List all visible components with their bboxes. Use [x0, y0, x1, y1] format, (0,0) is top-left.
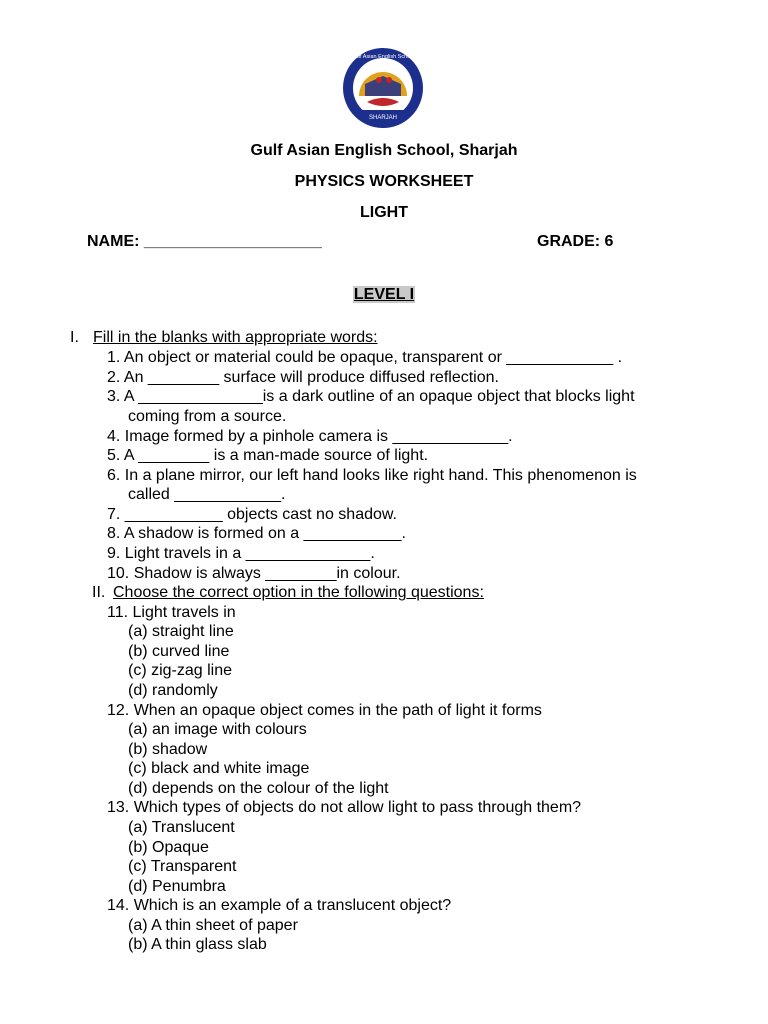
list-item: 8. A shadow is formed on a ___________.: [107, 525, 406, 542]
list-item: 2. An ________ surface will produce diffused reflection.: [107, 369, 499, 386]
option: (a) straight line: [128, 623, 234, 640]
grade-label: GRADE: 6: [537, 233, 614, 250]
option: (d) Penumbra: [128, 878, 226, 895]
logo-arc-text: Gulf Asian English School: [351, 54, 415, 60]
list-item: 3. A ______________is a dark outline of an opaque object that blocks light: [107, 388, 635, 405]
option: (d) depends on the colour of the light: [128, 780, 389, 797]
list-item: 7. ___________ objects cast no shadow.: [107, 506, 397, 523]
option: (c) black and white image: [128, 760, 310, 777]
section1-numeral: I.: [70, 329, 79, 346]
list-item: 1. An object or material could be opaque, transparent or ____________ .: [107, 349, 623, 366]
list-item: 9. Light travels in a ______________.: [107, 545, 375, 562]
name-field-label: NAME: ____________________: [87, 233, 322, 250]
logo-ribbon-text: SHARJAH: [368, 115, 398, 121]
logo-star-icon: [376, 77, 382, 83]
option: (a) an image with colours: [128, 721, 307, 738]
option: (b) A thin glass slab: [128, 936, 267, 953]
worksheet-title: PHYSICS WORKSHEET: [294, 173, 474, 190]
list-item: 6. In a plane mirror, our left hand looks like right hand. This phenomenon is: [107, 467, 637, 484]
option: (c) Transparent: [128, 858, 237, 875]
option: (b) Opaque: [128, 839, 209, 856]
list-item: 4. Image formed by a pinhole camera is _____________.: [107, 428, 513, 445]
option: (d) randomly: [128, 682, 218, 699]
list-item-continuation: coming from a source.: [128, 408, 287, 425]
option: (b) curved line: [128, 643, 230, 660]
list-item: 10. Shadow is always ________in colour.: [107, 565, 401, 582]
question: 13. Which types of objects do not allow light to pass through them?: [107, 799, 582, 816]
question: 11. Light travels in: [107, 604, 236, 621]
question: 12. When an opaque object comes in the path of light it forms: [107, 702, 542, 719]
list-item-continuation: called ____________.: [128, 486, 286, 503]
level-heading: LEVEL I: [353, 286, 415, 303]
section1-heading: Fill in the blanks with appropriate words:: [93, 329, 378, 346]
section2-heading: Choose the correct option in the following questions:: [113, 584, 484, 601]
school-name: Gulf Asian English School, Sharjah: [250, 142, 518, 159]
section2-numeral: II.: [92, 584, 106, 601]
list-item: 5. A ________ is a man-made source of light.: [107, 447, 429, 464]
question: 14. Which is an example of a translucent object?: [107, 897, 452, 914]
topic-title: LIGHT: [360, 204, 408, 221]
option: (a) Translucent: [128, 819, 235, 836]
option: (b) shadow: [128, 741, 208, 758]
option: (c) zig-zag line: [128, 662, 233, 679]
option: (a) A thin sheet of paper: [128, 917, 298, 934]
school-logo: [339, 44, 427, 132]
